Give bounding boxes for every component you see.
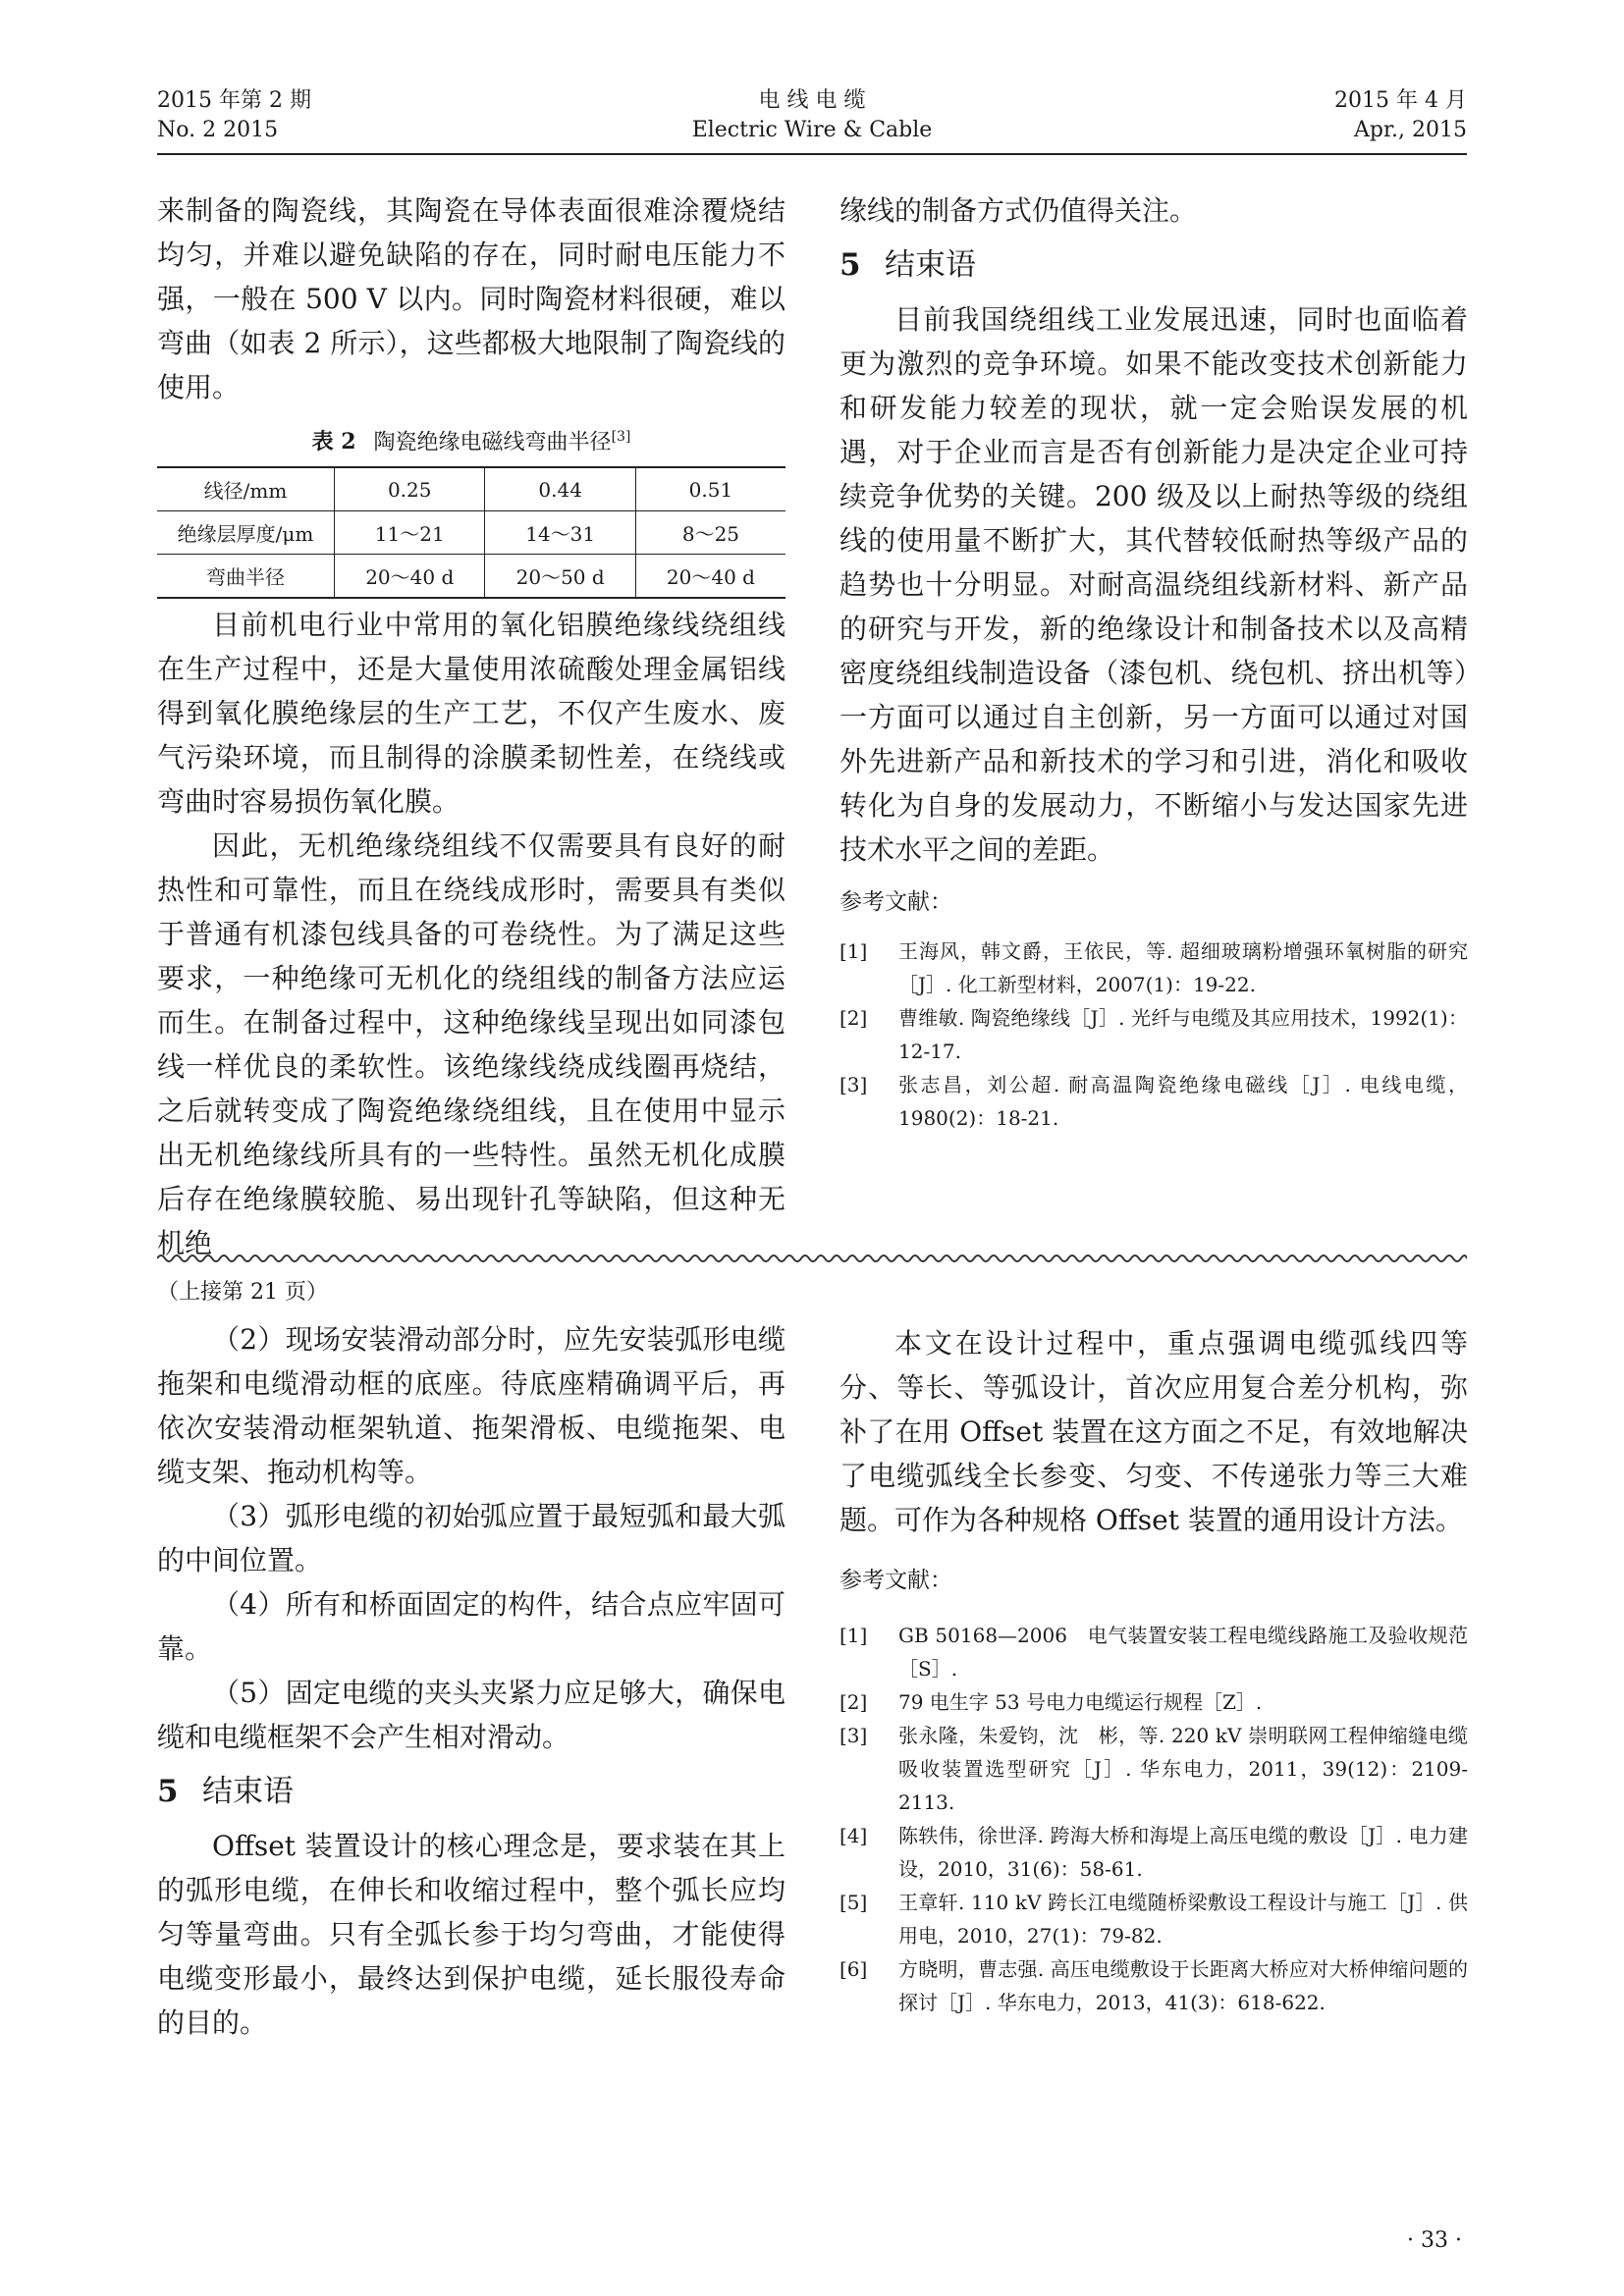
section-title: 结束语 [202, 1774, 294, 1809]
table-cell: 线径/mm [157, 467, 335, 511]
references-list [839, 1619, 1468, 2019]
reference-number: [3] [839, 1073, 868, 1096]
reference-item [839, 934, 1468, 1001]
reference-item [839, 1001, 1468, 1068]
reference-number: [5] [839, 1891, 868, 1914]
table-cell: 0.44 [485, 467, 635, 511]
paragraph: 来制备的陶瓷线，其陶瓷在导体表面很难涂覆烧结均匀，并难以避免缺陷的存在，同时耐电压能力不强，一般在 500 V 以内。同时陶瓷材料很硬，难以弯曲（如表 2 所示），这些都极大地限制了陶瓷线的使用。 [157, 194, 785, 403]
reference-number: [3] [839, 1724, 868, 1747]
page-number: · 33 · [1407, 2228, 1462, 2253]
reference-text: 79 电生字 53 号电力电缆运行规程［Z］. [898, 1690, 1263, 1714]
table-caption-label: 表 2 [311, 429, 356, 455]
issue-cn: 2015 年第 2 期 [157, 88, 311, 113]
issue-en: No. 2 2015 [157, 118, 279, 142]
lower-left-column [157, 1278, 785, 2045]
reference-number: [2] [839, 1006, 868, 1030]
references-list [839, 934, 1468, 1135]
reference-text: 张志昌，刘公超. 耐高温陶瓷绝缘电磁线［J］. 电线电缆，1980(2)：18-21. [898, 1073, 1468, 1130]
paragraph: （2）现场安装滑动部分时，应先安装弧形电缆拖架和电缆滑动框的底座。待底座精确调平后，再依次安装滑动框架轨道、拖架滑板、电缆拖架、电缆支架、拖动机构等。 [157, 1323, 785, 1488]
lower-right-column [839, 1321, 1468, 2019]
reference-text: GB 50168—2006 电气装置安装工程电缆线路施工及验收规范［S］. [898, 1624, 1468, 1681]
reference-number: [6] [839, 1957, 868, 1981]
section-number: 5 [157, 1774, 179, 1809]
date-en: Apr., 2015 [1353, 118, 1467, 142]
table-cell: 8～25 [635, 511, 785, 555]
journal-date [1334, 86, 1467, 145]
table-cell: 20～40 d [335, 555, 485, 599]
table-cell: 0.51 [635, 467, 785, 511]
table-caption-ref: [3] [611, 429, 631, 445]
continued-from: （上接第 21 页） [157, 1280, 328, 1305]
paragraph: 目前我国绕组线工业发展迅速，同时也面临着更为激烈的竞争环境。如果不能改变技术创新能力和研发能力较差的现状，就一定会贻误发展的机遇，对于企业而言是否有创新能力是决定企业可持续竞争优势的关键。200 级及以上耐热等级的绕组线的使用量不断扩大，其代替较低耐热等级产品的趋势也十分明显。对耐高温绕组线新材料、新产品的研究与开发，新的绝缘设计和制备技术以及高精密度绕组线制造设备（漆包机、绕包机、挤出机等）一方面可以通过自主创新，另一方面可以通过对国外先进新产品和新技术的学习和引进，消化和吸收转化为自身的发展动力，不断缩小与发达国家先进技术水平之间的差距。 [839, 303, 1468, 866]
bending-radius-table [157, 466, 785, 599]
table-cell: 绝缘层厚度/μm [157, 511, 335, 555]
reference-text: 曹维敏. 陶瓷绝缘线［J］. 光纤与电缆及其应用技术，1992(1)：12-17. [898, 1006, 1468, 1063]
reference-item [839, 1685, 1468, 1719]
table-cell: 弯曲半径 [157, 555, 335, 599]
header-rule [157, 153, 1467, 155]
paragraph: 缘线的制备方式仍值得关注。 [839, 194, 1198, 227]
reference-item [839, 1068, 1468, 1135]
upper-left-column [157, 188, 785, 1265]
reference-text: 张永隆，朱爱钧，沈 彬，等. 220 kV 崇明联网工程伸缩缝电缆吸收装置选型研究［J］. 华东电力，2011，39(12)：2109-2113. [898, 1724, 1468, 1814]
table-cell: 14～31 [485, 511, 635, 555]
paragraph: 本文在设计过程中，重点强调电缆弧线四等分、等长、等弧设计，首次应用复合差分机构，弥补了在用 Offset 装置在这方面之不足，有效地解决了电缆弧线全长参变、匀变、不传递张力等三大难题。可作为各种规格 Offset 装置的通用设计方法。 [839, 1327, 1468, 1536]
reference-text: 王章轩. 110 kV 跨长江电缆随桥梁敷设工程设计与施工［J］. 供用电，2010，27(1)：79-82. [898, 1891, 1468, 1948]
table-caption-text: 陶瓷绝缘电磁线弯曲半径 [373, 430, 612, 455]
references-title: 参考文献： [839, 889, 952, 915]
reference-number: [1] [839, 1624, 868, 1647]
reference-item [839, 1719, 1468, 1819]
paragraph: （3）弧形电缆的初始弧应置于最短弧和最大弧的中间位置。 [157, 1500, 785, 1576]
references-title: 参考文献： [839, 1568, 952, 1593]
reference-text: 方晓明，曹志强. 高压电缆敷设于长距离大桥应对大桥伸缩问题的探讨［J］. 华东电力，2013，41(3)：618-622. [898, 1957, 1468, 2014]
reference-item [839, 1819, 1468, 1886]
upper-right-column [839, 188, 1468, 1135]
table-cell: 20～40 d [635, 555, 785, 599]
paragraph: （4）所有和桥面固定的构件，结合点应牢固可靠。 [157, 1588, 785, 1665]
reference-number: [1] [839, 939, 868, 963]
date-cn: 2015 年 4 月 [1334, 88, 1467, 113]
table-cell: 11～21 [335, 511, 485, 555]
paragraph: 目前机电行业中常用的氧化铝膜绝缘线绕组线在生产过程中，还是大量使用浓硫酸处理金属铝线得到氧化膜绝缘层的生产工艺，不仅产生废水、废气污染环境，而且制得的涂膜柔韧性差，在绕线或弯曲时容易损伤氧化膜。 [157, 609, 785, 819]
section-title: 结束语 [885, 247, 976, 283]
decorative-divider [157, 1252, 1467, 1265]
journal-title-en: Electric Wire & Cable [691, 118, 933, 142]
table-cell: 20～50 d [485, 555, 635, 599]
table-row [157, 555, 785, 599]
table-cell: 0.25 [335, 467, 485, 511]
paragraph: Offset 装置设计的核心理念是，要求装在其上的弧形电缆，在伸长和收缩过程中，整个弧长应均匀等量弯曲。只有全弧长参于均匀弯曲，才能使得电缆变形最小，最终达到保护电缆，延长服役寿命的目的。 [157, 1830, 785, 2039]
table-row [157, 511, 785, 555]
table-row [157, 467, 785, 511]
paragraph: 因此，无机绝缘绕组线不仅需要具有良好的耐热性和可靠性，而且在绕线成形时，需要具有类似于普通有机漆包线具备的可卷绕性。为了满足这些要求，一种绝缘可无机化的绕组线的制备方法应运而生。在制备过程中，这种绝缘线呈现出如同漆包线一样优良的柔软性。该绝缘线绕成线圈再烧结，之后就转变成了陶瓷绝缘绕组线，且在使用中显示出无机绝缘线所具有的一些特性。虽然无机化成膜后存在绝缘膜较脆、易出现针孔等缺陷，但这种无机绝 [157, 829, 785, 1260]
reference-number: [2] [839, 1690, 868, 1714]
paragraph: （5）固定电缆的夹头夹紧力应足够大，确保电缆和电缆框架不会产生相对滑动。 [157, 1677, 785, 1753]
section-heading [839, 242, 1468, 288]
reference-number: [4] [839, 1824, 868, 1847]
reference-item [839, 1952, 1468, 2019]
journal-title-cn: 电 线 电 缆 [758, 88, 866, 113]
table-caption [157, 421, 785, 458]
reference-item [839, 1886, 1468, 1952]
section-number: 5 [839, 247, 861, 283]
reference-text: 王海风，韩文爵，王依民，等. 超细玻璃粉增强环氧树脂的研究［J］. 化工新型材料，2007(1)：19-22. [898, 939, 1468, 996]
reference-item [839, 1619, 1468, 1685]
section-heading [157, 1769, 785, 1814]
reference-text: 陈轶伟，徐世泽. 跨海大桥和海堤上高压电缆的敷设［J］. 电力建设，2010，31(6)：58-61. [898, 1824, 1468, 1881]
